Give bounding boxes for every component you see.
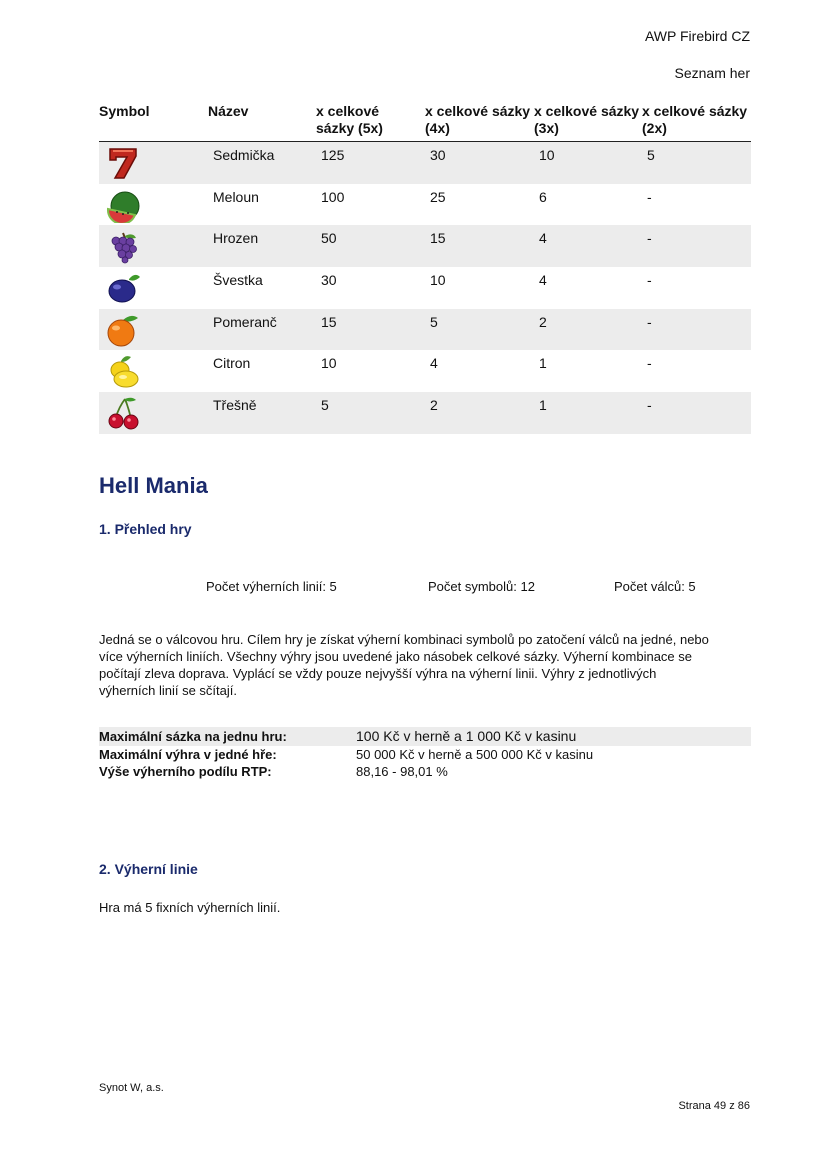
row-x5: 50 (321, 230, 337, 247)
seven-icon (105, 145, 141, 181)
row-x5: 15 (321, 313, 337, 330)
info-value: 100 Kč v herně a 1 000 Kč v kasinu (356, 728, 577, 744)
row-x4: 25 (430, 188, 446, 205)
row-name: Meloun (213, 188, 259, 205)
row-x3: 1 (539, 397, 547, 414)
table-header (99, 100, 751, 142)
orange-icon (105, 312, 141, 348)
info-label: Maximální výhra v jedné hře: (99, 747, 277, 762)
description-line: výherních linií se sčítají. (99, 683, 237, 698)
row-x2: 5 (647, 147, 655, 163)
col-x2: x celkové sázky (2x) (642, 103, 748, 136)
row-x5: 125 (321, 147, 345, 163)
row-x5: 5 (321, 397, 329, 414)
description-line: více výherních liniích. Všechny výhry jsou uvedené jako násobek celkové sázky. Výherní kombinace se (99, 649, 693, 664)
table-row (99, 142, 751, 184)
stat-reels: Počet válců: 5 (614, 579, 696, 594)
info-value: 88,16 - 98,01 % (356, 764, 448, 779)
row-x2: - (647, 397, 652, 414)
footer-company: Synot W, a.s. (99, 1082, 164, 1094)
description-paragraph (99, 631, 759, 699)
row-x4: 30 (430, 147, 446, 163)
col-x3: x celkové sázky (3x) (534, 103, 640, 136)
cherries-icon (105, 395, 141, 431)
row-name: Pomeranč (213, 313, 277, 330)
document-title: AWP Firebird CZ (644, 28, 750, 44)
section-heading-paylines: 2. Výherní linie (99, 861, 198, 877)
table-row (99, 184, 751, 226)
info-row (99, 727, 751, 746)
row-x2: - (647, 313, 652, 330)
document-subtitle: Seznam her (674, 65, 750, 81)
row-name: Švestka (213, 272, 263, 289)
table-row (99, 267, 751, 309)
row-x4: 2 (430, 397, 438, 414)
game-title: Hell Mania (99, 473, 208, 498)
description-line: Jedná se o válcovou hru. Cílem hry je získat výherní kombinaci symbolů po zatočení válců na jedné, nebo (99, 632, 709, 647)
paytable (99, 100, 751, 434)
watermelon-icon (105, 187, 141, 223)
row-x3: 1 (539, 355, 547, 372)
description-line: počítají zleva doprava. Vyplácí se vždy pouze nejvyšší výhra na výherní linii. Výhry z jednotlivých (99, 666, 657, 681)
row-x3: 6 (539, 188, 547, 205)
row-x3: 4 (539, 230, 547, 247)
footer-page-number: Strana 49 z 86 (678, 1100, 750, 1112)
paylines-text: Hra má 5 fixních výherních linií. (99, 900, 281, 915)
row-x2: - (647, 230, 652, 247)
table-row (99, 225, 751, 267)
col-name: Název (208, 103, 249, 119)
info-row (99, 763, 751, 780)
row-x4: 5 (430, 313, 438, 330)
plum-icon (105, 270, 141, 306)
row-x4: 4 (430, 355, 438, 372)
col-x5: x celkové sázky (5x) (316, 103, 383, 136)
grapes-icon (105, 228, 141, 264)
row-x3: 4 (539, 272, 547, 289)
info-label: Výše výherního podílu RTP: (99, 764, 272, 779)
game-info-table (99, 727, 751, 780)
row-name: Třešně (213, 397, 257, 414)
table-row (99, 309, 751, 351)
row-x2: - (647, 272, 652, 289)
stat-paylines: Počet výherních linií: 5 (206, 579, 337, 594)
lemon-icon (105, 353, 141, 389)
row-x3: 2 (539, 313, 547, 330)
row-x4: 15 (430, 230, 446, 247)
info-value: 50 000 Kč v herně a 500 000 Kč v kasinu (356, 747, 594, 762)
row-x2: - (647, 188, 652, 205)
row-name: Citron (213, 355, 251, 372)
table-row (99, 392, 751, 434)
info-row (99, 746, 751, 763)
row-x3: 10 (539, 147, 555, 163)
row-x5: 10 (321, 355, 337, 372)
table-row (99, 350, 751, 392)
col-symbol: Symbol (99, 103, 150, 119)
row-name: Sedmička (213, 147, 275, 163)
info-label: Maximální sázka na jednu hru: (99, 729, 287, 744)
stat-symbols: Počet symbolů: 12 (428, 579, 535, 594)
row-x4: 10 (430, 272, 446, 289)
row-x5: 30 (321, 272, 337, 289)
row-x2: - (647, 355, 652, 372)
row-name: Hrozen (213, 230, 259, 247)
section-heading-overview: 1. Přehled hry (99, 521, 192, 537)
row-x5: 100 (321, 188, 345, 205)
col-x4: x celkové sázky (4x) (425, 103, 531, 136)
